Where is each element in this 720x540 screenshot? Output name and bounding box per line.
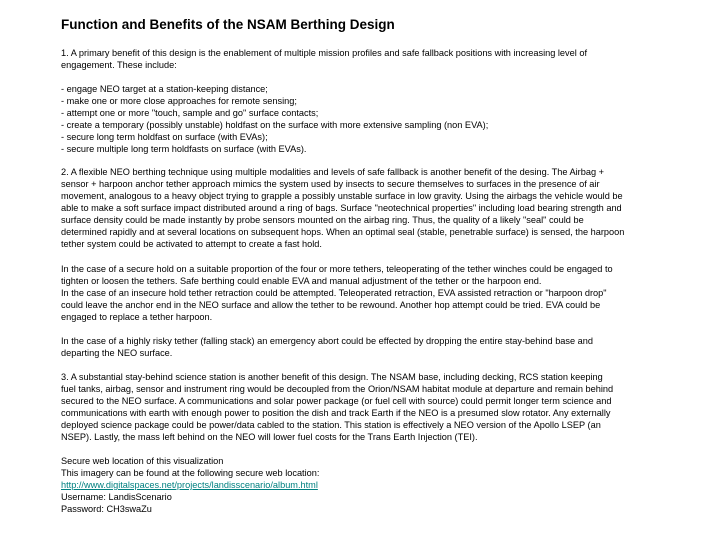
- text-line: 1. A primary benefit of this design is the enablement of multiple mission profiles and safe fallback positions with increasing level of: [61, 48, 588, 58]
- text-line: In the case of an insecure hold tether retraction could be attempted. Teleoperated retraction, EVA assisted retraction or "harpoon drop": [61, 288, 607, 298]
- text-line: engagement. These include:: [61, 60, 177, 70]
- text-line: deployed science package could be power/data cabled to the station. This station is effectively a NEO version of the Apollo LSEP (an: [61, 420, 601, 430]
- password-text: Password: CH3swaZu: [61, 504, 152, 514]
- list-item: - attempt one or more "touch, sample and go" surface contacts;: [61, 108, 319, 118]
- text-line: secured to the NEO surface. A communications and solar power package (or fuel cell with source) could permit longer term science and: [61, 396, 612, 406]
- section-heading: Secure web location of this visualization: [61, 456, 224, 466]
- text-line: tether system could be activated to attempt to create a fast hold.: [61, 239, 322, 249]
- text-line: In the case of a secure hold on a suitable proportion of the four or more tethers, teleoperating of the tether winches could be engaged to: [61, 264, 613, 274]
- album-link[interactable]: http://www.digitalspaces.net/projects/landisscenario/album.html: [61, 480, 318, 490]
- text-line: departing the NEO surface.: [61, 348, 173, 358]
- text-line: NSEP). Lastly, the mass left behind on the NEO will lower fuel costs for the Trans Earth Injection (TEI).: [61, 432, 478, 442]
- list-item: - secure long term holdfast on surface (with EVAs);: [61, 132, 268, 142]
- list-item: - engage NEO target at a station-keeping distance;: [61, 84, 268, 94]
- text-line: In the case of a highly risky tether (falling stack) an emergency abort could be effected by dropping the entire stay-behind base and: [61, 336, 593, 346]
- text-line: 2. A flexible NEO berthing technique using multiple modalities and levels of safe fallback is another benefit of the desing. The Airbag +: [61, 167, 604, 177]
- list-item: - secure multiple long term holdfasts on surface (with EVAs).: [61, 144, 307, 154]
- username-text: Username: LandisScenario: [61, 492, 172, 502]
- text-line: communications with earth with enough power to position the dish and track Earth if the NEO is a presumed slow rotator. Any externally: [61, 408, 611, 418]
- paragraph-5: [61, 371, 613, 443]
- paragraph-4: [61, 335, 593, 359]
- paragraph-1: [61, 47, 587, 71]
- web-location-section: [61, 455, 319, 515]
- paragraph-3: [61, 263, 613, 323]
- text-line: could leave the anchor end in the NEO surface and allow the tether to be rewound. Another hop attempt could be tried. EVA could be: [61, 300, 601, 310]
- paragraph-2: [61, 166, 624, 250]
- text-line: able to make a soft surface impact distributed around a ring of bags. Surface "neotechnical properties" including load bearing strength and: [61, 203, 622, 213]
- list-item: - create a temporary (possibly unstable) holdfast on the surface with more extensive sampling (non EVA);: [61, 120, 489, 130]
- list-item: - make one or more close approaches for remote sensing;: [61, 96, 297, 106]
- text-line: 3. A substantial stay-behind science station is another benefit of this design. The NSAM base, including decking, RCS station keeping: [61, 372, 603, 382]
- text-line: fuel tanks, airbag, sensor and instrument ring would be decoupled from the Orion/NSAM habitat module at departure and remain behind: [61, 384, 614, 394]
- text-line: engaged to replace a tether harpoon.: [61, 312, 213, 322]
- page-title: Function and Benefits of the NSAM Berthing Design: [61, 17, 395, 32]
- text-line: surface density could be made instantly by probe sensors mounted on the airbag ring. Thus, the quality of a likely "seal" could be: [61, 215, 584, 225]
- text-line: tighten or loosen the tethers. Safe berthing could enable EVA and manual adjustment of the tether or the harpoon end.: [61, 276, 542, 286]
- intro-text: This imagery can be found at the following secure web location:: [61, 468, 320, 478]
- bullet-list: [61, 83, 488, 155]
- text-line: determined rapidly and at several locations on subsequent hops. When an optimal seal (stable, penetrable surface) is sensed, the harpoon: [61, 227, 625, 237]
- text-line: movement, analogous to a heavy object trying to grapple a possibly unstable surface in low gravity. Using the airbags the vehicle would be: [61, 191, 623, 201]
- text-line: sensor + harpoon anchor tether approach mimics the system used by insects to secure themselves to surfaces in the presence of air: [61, 179, 600, 189]
